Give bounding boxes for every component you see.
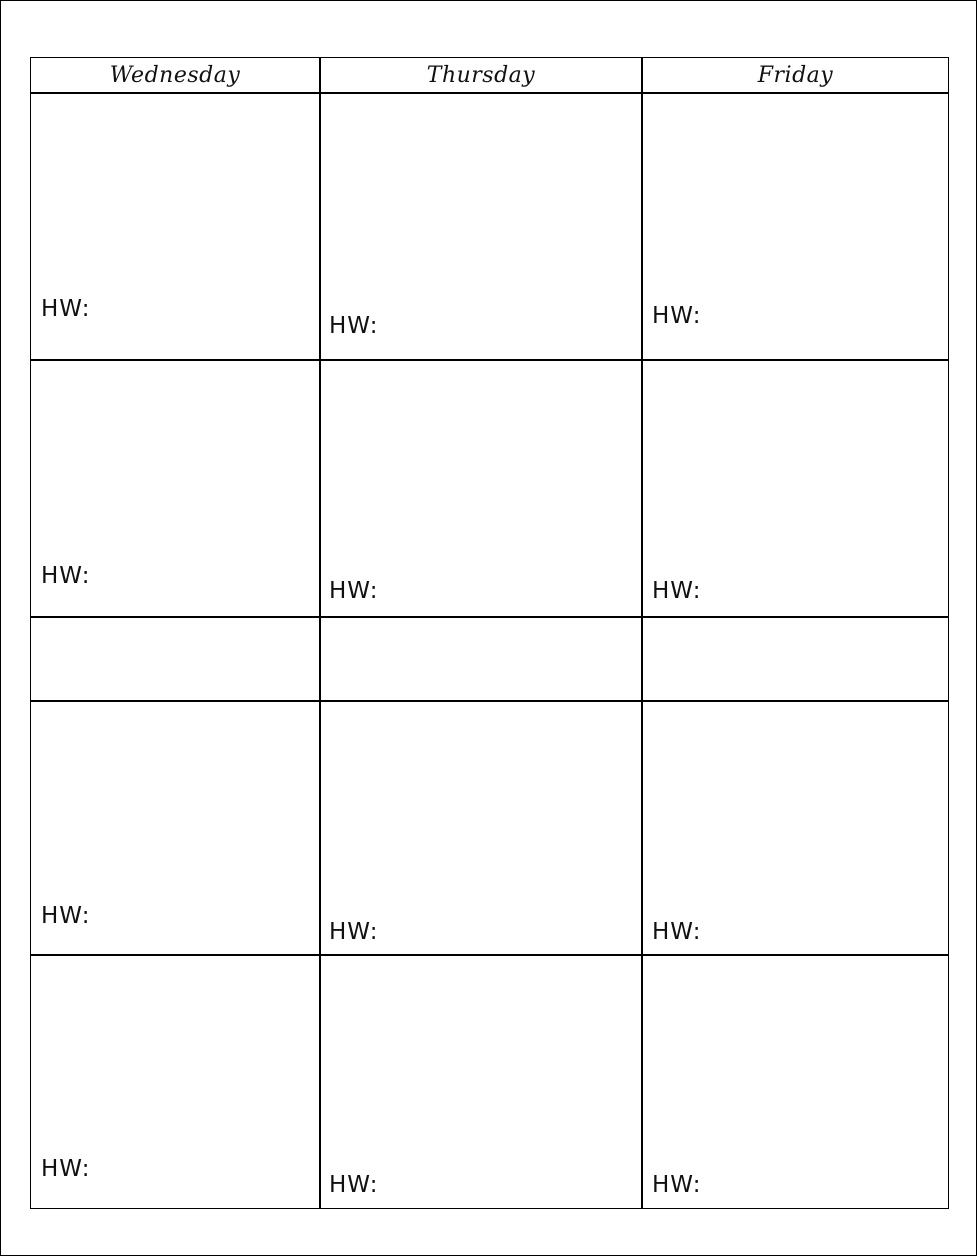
row-divider (31, 359, 948, 361)
hw-label: HW: (329, 1172, 379, 1198)
column-divider (319, 58, 321, 1208)
hw-label: HW: (329, 919, 379, 945)
hw-label: HW: (41, 296, 91, 322)
hw-label: HW: (652, 1172, 702, 1198)
row-divider (31, 700, 948, 702)
hw-label: HW: (41, 903, 91, 929)
day-header-wednesday: Wednesday (109, 63, 241, 88)
hw-label: HW: (329, 313, 379, 339)
row-divider (31, 616, 948, 618)
hw-label: HW: (652, 919, 702, 945)
hw-label: HW: (652, 303, 702, 329)
column-divider (641, 58, 643, 1208)
hw-label: HW: (41, 1156, 91, 1182)
hw-label: HW: (329, 578, 379, 604)
planner-grid (30, 57, 949, 1209)
row-divider (31, 954, 948, 956)
day-header-thursday: Thursday (426, 63, 536, 88)
hw-label: HW: (652, 578, 702, 604)
hw-label: HW: (41, 563, 91, 589)
day-header-friday: Friday (757, 63, 834, 88)
